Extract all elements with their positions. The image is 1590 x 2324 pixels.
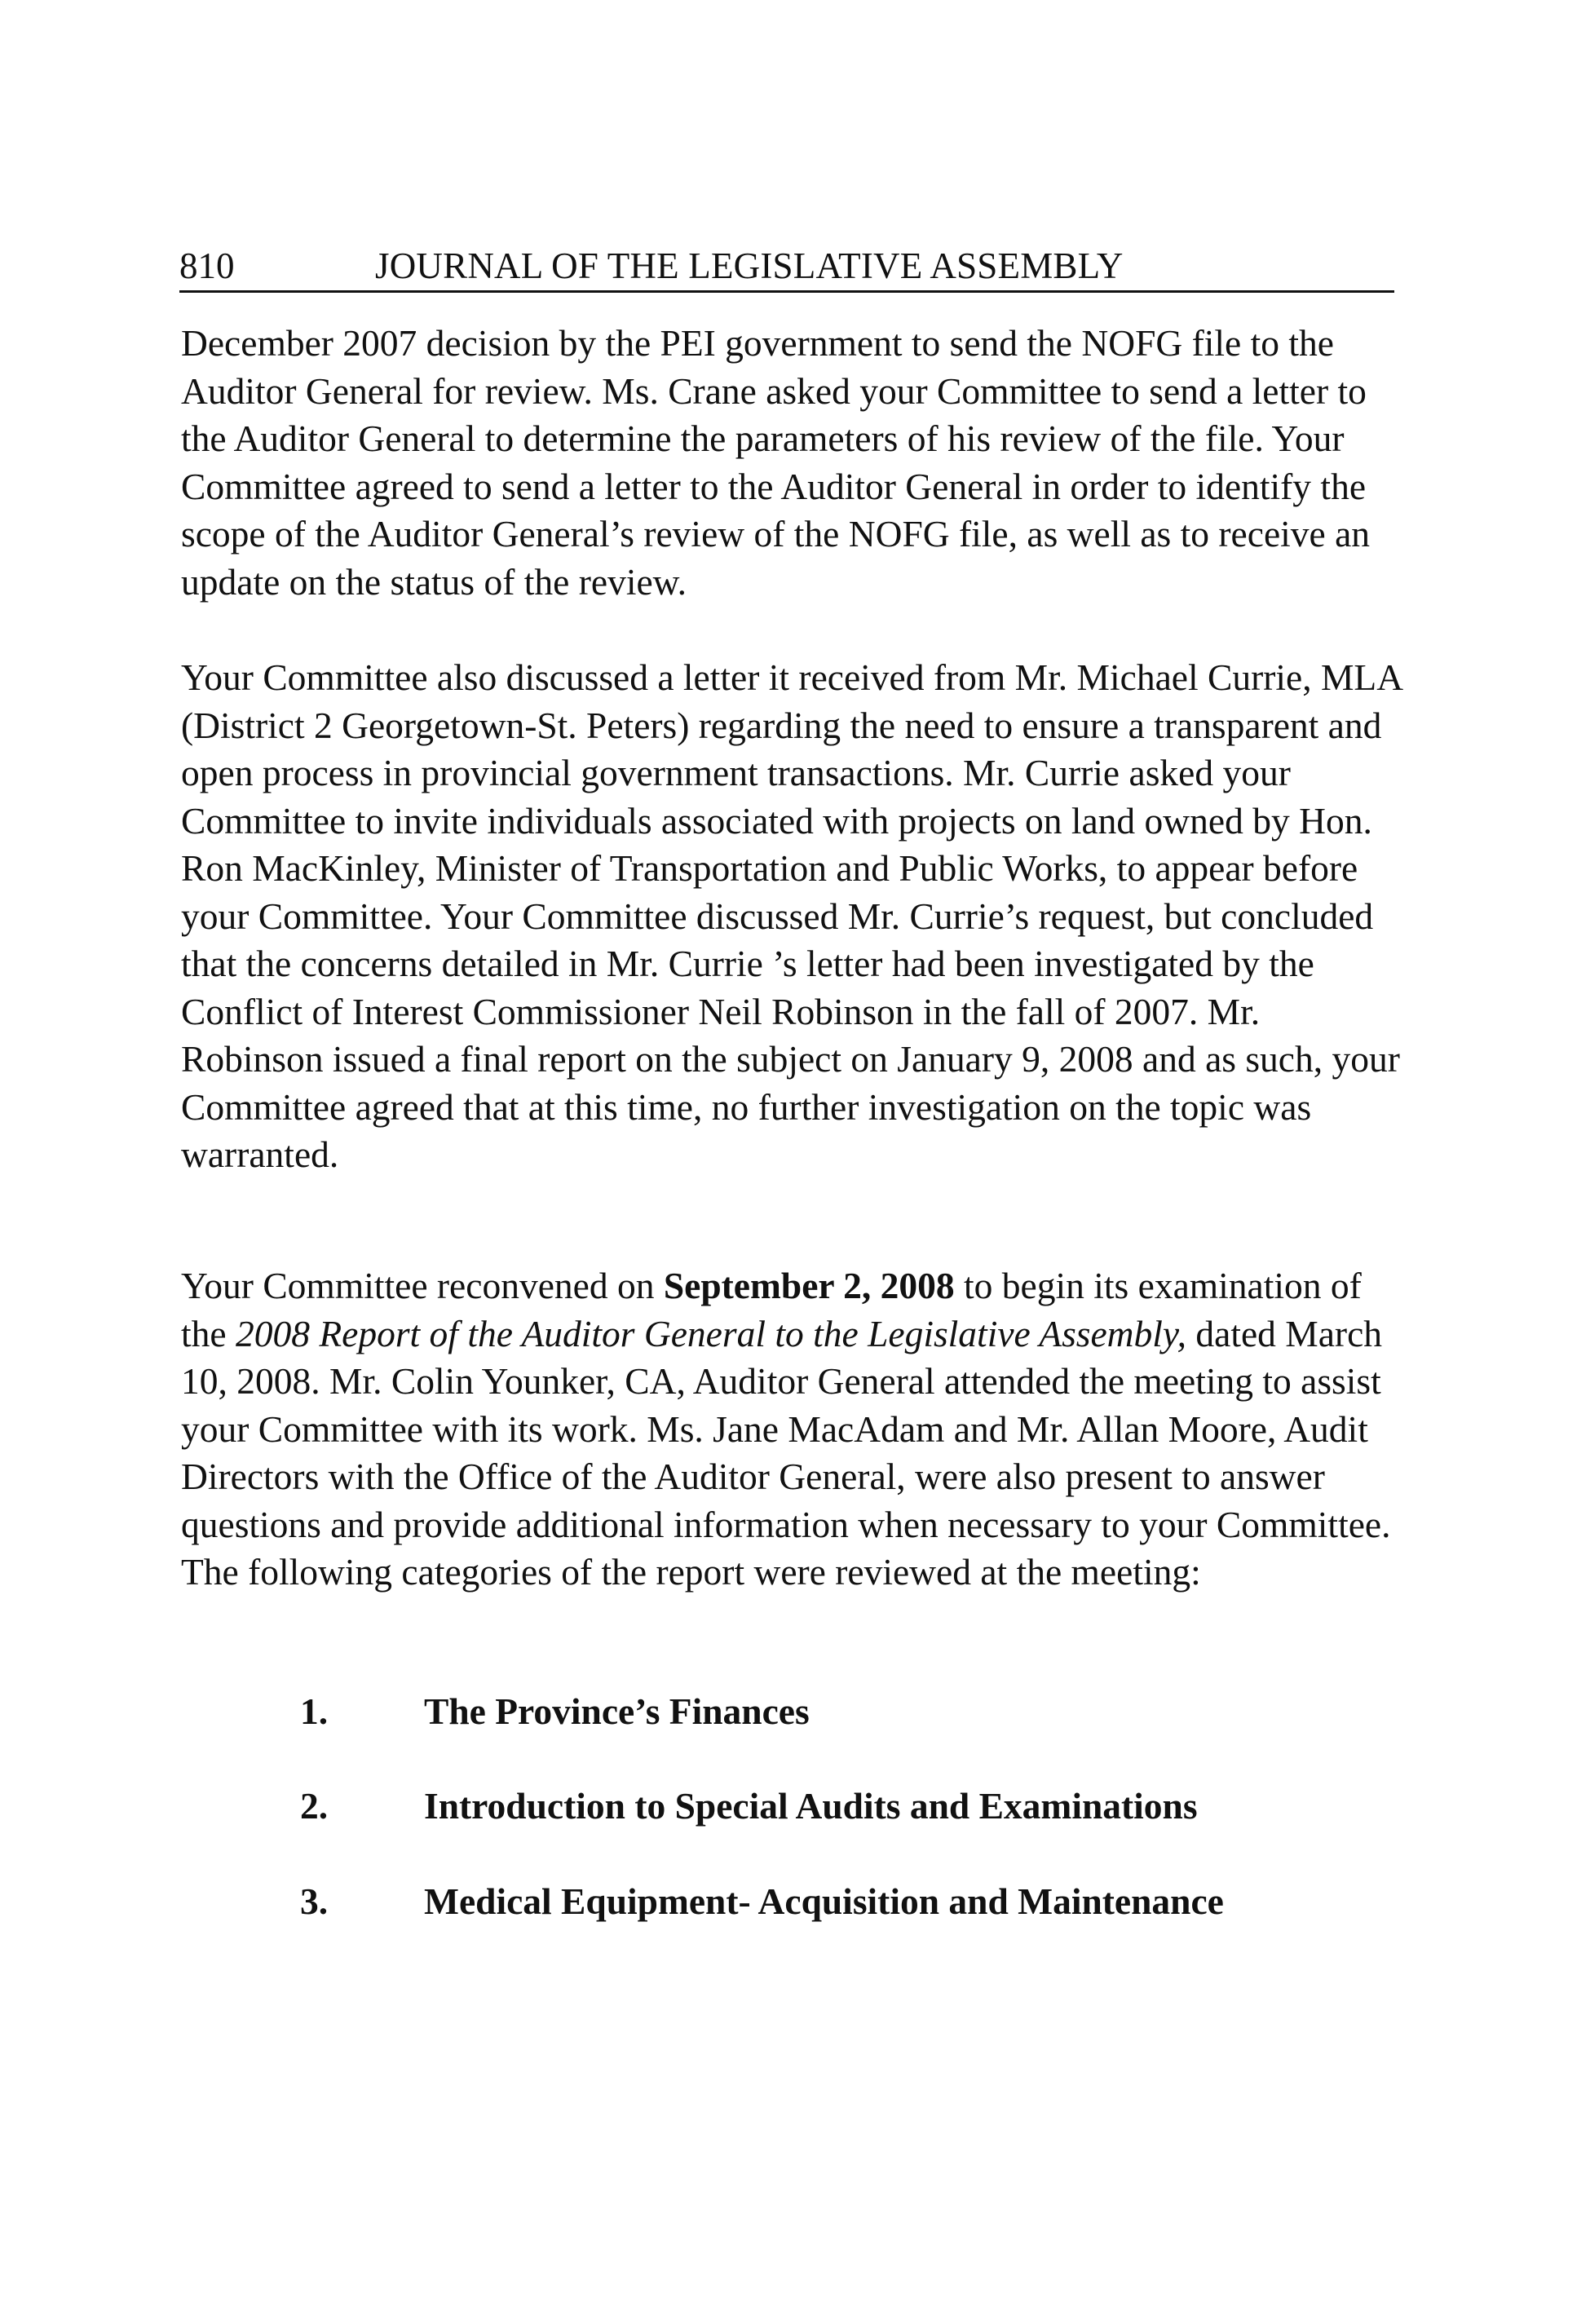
p3-rest: dated March 10, 2008. Mr. Colin Younker, CA, Auditor General attended the meeting to assist your Committee with its work. Ms. Jane MacAdam and Mr. Allan Moore, Audit Directors with the Office of the Auditor General, were also present to answer questions and provide additional information when necessary to your Committee. The following categories of the report were reviewed at the meeting: — [181, 1312, 1391, 1593]
list-item-text: The Province’s Finances — [424, 1690, 810, 1732]
report-title: 2008 Report of the Auditor General to the Legislative Assembly, — [235, 1312, 1186, 1354]
p3-mid: to begin its examination of the — [181, 1265, 1362, 1354]
list-item-number: 3. — [300, 1880, 329, 1922]
page-header — [179, 241, 1394, 293]
list-item — [0, 1690, 1590, 1739]
meeting-date: September 2, 2008 — [663, 1265, 955, 1306]
list-item-number: 1. — [300, 1690, 329, 1732]
page-number: 810 — [179, 245, 235, 286]
list-item — [0, 1784, 1590, 1833]
list-item-number: 2. — [300, 1785, 329, 1827]
journal-title: JOURNAL OF THE LEGISLATIVE ASSEMBLY — [375, 245, 1124, 286]
list-item-text: Introduction to Special Audits and Examinations — [424, 1785, 1198, 1827]
paragraph-currie-letter: Your Committee also discussed a letter it received from Mr. Michael Currie, MLA (District 2 Georgetown-St. Peters) regarding the need to ensure a transparent and open process in provincial government transactions. Mr. Currie asked your Committee to invite individuals associated with projects on land owned by Hon. Ron MacKinley, Minister of Transportation and Public Works, to appear before your Committee. Your Committee discussed Mr. Currie’s request, but concluded that the concerns detailed in Mr. Currie ’s letter had been investigated by the Conflict of Interest Commissioner Neil Robinson in the fall of 2007. Mr. Robinson issued a final report on the subject on January 9, 2008 and as such, your Committee agreed that at this time, no further investigation on the topic was warranted. — [181, 656, 1402, 1175]
list-item-text: Medical Equipment- Acquisition and Maintenance — [424, 1880, 1224, 1922]
paragraph-nofg-review: December 2007 decision by the PEI government to send the NOFG file to the Auditor General for review. Ms. Crane asked your Committee to send a letter to the Auditor General to determine the parameters of his review of the file. Your Committee agreed to send a letter to the Auditor General in order to identify the scope of the Auditor General’s review of the NOFG file, as well as to receive an update on the status of the review. — [181, 322, 1371, 603]
p3-intro: Your Committee reconvened on — [181, 1265, 655, 1306]
paragraph-september-meeting — [181, 1262, 1404, 1597]
list-item — [0, 1880, 1590, 1929]
